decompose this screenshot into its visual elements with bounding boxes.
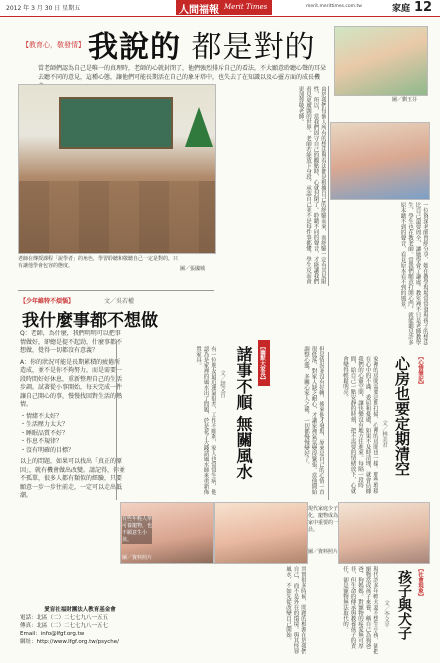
page-number: 12 bbox=[414, 0, 433, 15]
chalkboard-shape bbox=[59, 97, 173, 149]
setback-body-1: 有一位朋友最近運氣很差，工作不順利，家人也常常生病，他認為是家裡的風水出了問題，於是花了大錢請風水師來重新佈置家具。 bbox=[195, 346, 216, 495]
column-divider bbox=[116, 340, 117, 500]
lead-headline-rest: 都是對的 bbox=[181, 30, 316, 65]
advice-byline: 文／吳若權 bbox=[104, 298, 135, 305]
advice-list-item: ・生活壓力太大？ bbox=[20, 421, 69, 428]
kids-body: 現代許多年輕夫妻不想生小孩，卻把寵物當成孩子來養，稱自己為狗爸爸、狗媽媽。對寵物的疼愛無可厚非，但生命的傳承與教養孩子的責任，卻是寵物無法取代的。 bbox=[342, 566, 378, 654]
classroom-caption-credit: 圖／張國城 bbox=[180, 266, 206, 272]
clear-body: 家裡的房間需要定期打掃，心裡的房間也一樣。那些堆積在心中的不滿、委屈和憂慮，如果不及時清理，就會佔據我們的心靈空間，讓快樂沒有地方住進來。每隔一段時間，給自己一點安靜的時刻，把不需要的情緒放下，心就會變得輕鬆明亮。 bbox=[342, 356, 378, 494]
lead-intro: 當老師們認為自己是唯一的真理時，老師的心就封閉了，他們強烈排斥自己的看法，不大願意聆聽心聲的耳朵去聽不同的意見，這種心態，讓他們可能長期活在自己的象牙塔中，也失去了在知識以及心靈方面的成長機 bbox=[38, 65, 327, 81]
kids-byline: 文／李文平 bbox=[383, 600, 389, 628]
column-divider bbox=[328, 86, 329, 286]
setback-body-3: 其實很多時候，問題的根源在於我們自己，而不是外在的環境。與其怪罪風水，不如先從改變自己開始。 bbox=[285, 566, 306, 654]
lead-body-column-2: 一位資深老師曾經分享，她在教學現場常常發現孩子的想法比自己還要周全，讓她學會了謙虛。教室裡不只是老師教學生，學生也在教老師。當我們願意打開心門，就能聽見許多原本聽不到的聲音，看見原本看不到的風景。 bbox=[399, 202, 428, 345]
lead-headline bbox=[88, 22, 316, 66]
clear-byline: 文／林美君 bbox=[381, 420, 387, 448]
setback-title: 諸事不順 無關風水 bbox=[234, 346, 253, 480]
section-divider bbox=[18, 290, 214, 291]
bottom-caption-left: 有些年輕人寧可養寵物，也不願意生小孩。 bbox=[122, 516, 153, 543]
kids-title: 孩子與犬子 bbox=[396, 570, 412, 640]
clear-title: 心房也要定期清空 bbox=[393, 356, 411, 476]
classroom-caption: 老師在傳授課程「說學者」的角色，學習聆聽和敬聽自己一定是對的，只有讓他學會包容的態度。 bbox=[18, 256, 179, 269]
advice-list-item: ・睡眠品質不好？ bbox=[20, 429, 69, 437]
teacher-photo-credit: 圖／劉玉芬 bbox=[392, 97, 418, 103]
classroom-photo bbox=[18, 84, 216, 254]
teacher-photo bbox=[334, 26, 428, 96]
advice-closing: 以上的問題，如果可以找出「真正的原因」，就有機會做出改變。請記得，你並不孤單，很多人都有類似的經驗，只要願意一步一步往前走，一定可以走出低潮。 bbox=[20, 458, 126, 499]
advice-tag: 【少年維特不煩惱】 bbox=[20, 298, 75, 305]
setback-body-2: 但是情況並沒有好轉，後來他才發現，原來是自己的心情一直很低落，對家人缺乏耐心，才讓家裡氣氛變得緊張。當他開始調整心態，多關心家人之後，一切都慢慢變好了。 bbox=[303, 346, 324, 495]
advice-list-item: ・沒有明確的目標？ bbox=[20, 446, 75, 454]
child-photo-right bbox=[338, 502, 430, 564]
section-name: 家庭 bbox=[392, 4, 411, 14]
advice-question: Q：老師，為什麼，我們明明可以把事情做好，卻總是提不起勁，什麼事都不想做，覺得一切都沒有意義？ bbox=[20, 330, 123, 354]
desks-shape bbox=[19, 181, 215, 253]
advice-list-item: ・情緒不太好？ bbox=[20, 412, 63, 420]
contact-fax: 傳真：北區（二）二七七九八一五七 bbox=[20, 623, 109, 629]
lead-tag: 【教育心，敬發情】 bbox=[22, 41, 85, 49]
setback-tag: 【幽默大家長】 bbox=[259, 344, 265, 383]
site-url: merit.merittimes.com.tw bbox=[306, 4, 362, 9]
kids-tag: 【社會現象】 bbox=[417, 566, 423, 599]
contact-web[interactable]: 網址：http://www.lfgf.org.tw/psyche/ bbox=[20, 639, 119, 645]
christmas-tree-shape bbox=[185, 107, 213, 147]
masthead-title: 人間福報 bbox=[179, 5, 219, 16]
masthead bbox=[176, 0, 272, 15]
setback-byline: 文／趙文莒 bbox=[219, 370, 225, 398]
advice-title: 我什麼事都不想做 bbox=[22, 311, 158, 331]
contact-email[interactable]: Email：info@lfgf.org.tw bbox=[20, 631, 85, 637]
contact-phone: 電話：北區（二）二七七九八一五五 bbox=[20, 615, 109, 621]
lead-headline-bold: 我說的 bbox=[88, 30, 181, 65]
masthead-subtitle: Merit Times bbox=[224, 3, 268, 11]
pet-photo-middle bbox=[214, 502, 308, 564]
issue-date: 2012 年 3 月 30 日 星期五 bbox=[6, 5, 81, 12]
advice-body bbox=[20, 330, 126, 600]
column-divider bbox=[328, 352, 329, 500]
bottom-caption-right-credit: 圖／資料照片 bbox=[308, 549, 339, 555]
clear-tag: 【心情筆記】 bbox=[417, 354, 423, 387]
advice-list-item: ・作息不規律？ bbox=[20, 438, 63, 445]
bottom-caption-left-credit: 圖／資料照片 bbox=[122, 555, 153, 561]
bottom-caption-right: 現代家庭少子化，寵物成為家中重要的一員。 bbox=[308, 506, 339, 533]
children-photo bbox=[330, 122, 430, 200]
advice-answer: A：你的狀況可能是長期累積的疲倦所造成，並不是你不夠努力，而是需要一段時間好好休息，重新整理自己的生活步調。試著從小事開始，每天完成一件讓自己開心的事，慢慢找回對生活的熱情。 bbox=[20, 358, 123, 408]
lead-body-column-1: 由於我們每個人所有的想法與看法都是根據自己的經驗而來，而經驗一定有其局限性，所以，當我們固守自己的觀點時，心就封閉了。聆聽不同的聲音，才能讓我們看見更廣闊的世界。老師若能放下身段，承認自己並不是每件事都懂，學生反而會更加尊敬老師。 bbox=[297, 86, 326, 284]
contact-org: 愛盲社福財團法人教育基金會 bbox=[44, 607, 116, 613]
contact-box bbox=[20, 606, 140, 646]
